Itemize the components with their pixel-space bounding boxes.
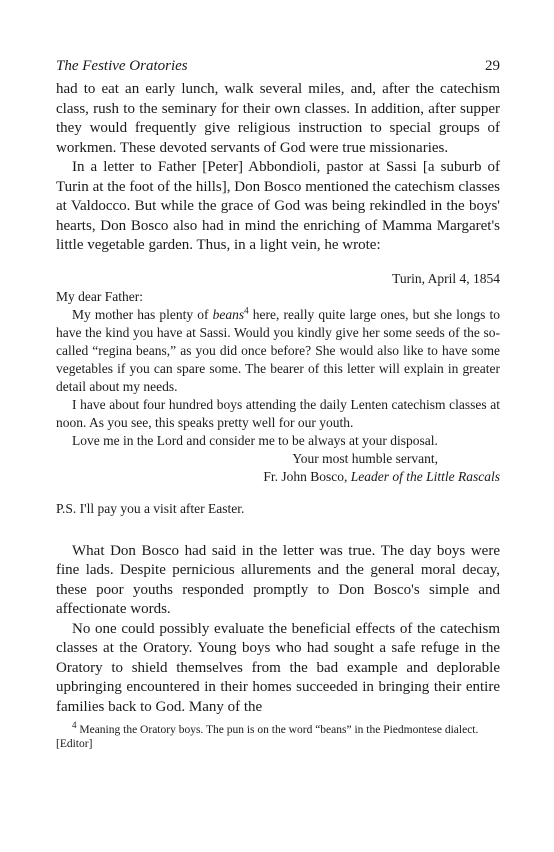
letter-paragraph-3: Love me in the Lord and consider me to be always at your disposal.: [72, 432, 438, 448]
footnote-ref: 4: [244, 305, 249, 315]
letter-paragraph-2: I have about four hundred boys attending the daily Lenten catechism classes at noon. As you see, this speaks pretty well for our youth.: [56, 396, 500, 430]
letter-signature: [56, 468, 500, 486]
letter-paragraph-1: [56, 306, 500, 396]
paragraph-4: No one could possibly evaluate the beneficial effects of the catechism classes at the Oratory. Young boys who had sought a safe refuge in the Oratory to shield themselves from the bad example and deplorable upbringing encountered in their homes succeeded in bringing their entire families back to God. Many of the: [56, 620, 500, 715]
letter-p1-after: here, really quite large ones, but she longs to have the kind you have at Sassi. Would you kindly give her some seeds of the so-called “regina beans,” as you did once before? She would also like to have some vegetables if you can spare some. The bearer of this letter will explain in greater detail about my needs.: [56, 306, 501, 394]
letter-salutation: My dear Father:: [56, 288, 143, 304]
letter-p1-before: My mother has plenty of: [72, 306, 213, 322]
footnote-marker: 4: [72, 720, 77, 731]
footnote-text: Meaning the Oratory boys. The pun is on the word “beans” in the Piedmontese dialect. [Editor]: [56, 724, 479, 750]
signature-name: Fr. John Bosco,: [263, 468, 351, 484]
letter-p1-word: beans: [212, 306, 245, 322]
footnote: [56, 720, 500, 751]
letter-dateline: Turin, April 4, 1854: [392, 270, 500, 286]
paragraph-3: What Don Bosco had said in the letter was true. The day boys were fine lads. Despite pernicious allurements and the general moral decay, these poor youths responded promptly to Don Bosco's simple and affectionate words.: [56, 542, 500, 617]
page-number: 29: [485, 58, 500, 74]
signature-title: Leader of the Little Rascals: [350, 468, 500, 484]
running-head-title: The Festive Oratories: [56, 58, 188, 74]
book-page: [56, 58, 500, 751]
paragraph-2: In a letter to Father [Peter] Abbondioli, pastor at Sassi [a suburb of Turin at the foot of the hills], Don Bosco mentioned the catechism classes at Valdocco. But while the grace of God was being rekindled in the boys' hearts, Don Bosco also had in mind the enriching of Mamma Margaret's little vegetable garden. Thus, in a light vein, he wrote:: [56, 159, 500, 253]
letter-closing: Your most humble servant,: [292, 450, 438, 466]
letter-postscript: P.S. I'll pay you a visit after Easter.: [56, 500, 245, 516]
paragraph-1: had to eat an early lunch, walk several miles, and, after the catechism class, rush to the seminary for their own classes. In addition, after supper they would frequently give religious instruction to special groups of workmen. These devoted servants of God were true missionaries.: [56, 81, 500, 156]
letter-block: [56, 270, 500, 518]
running-head: [56, 58, 500, 80]
